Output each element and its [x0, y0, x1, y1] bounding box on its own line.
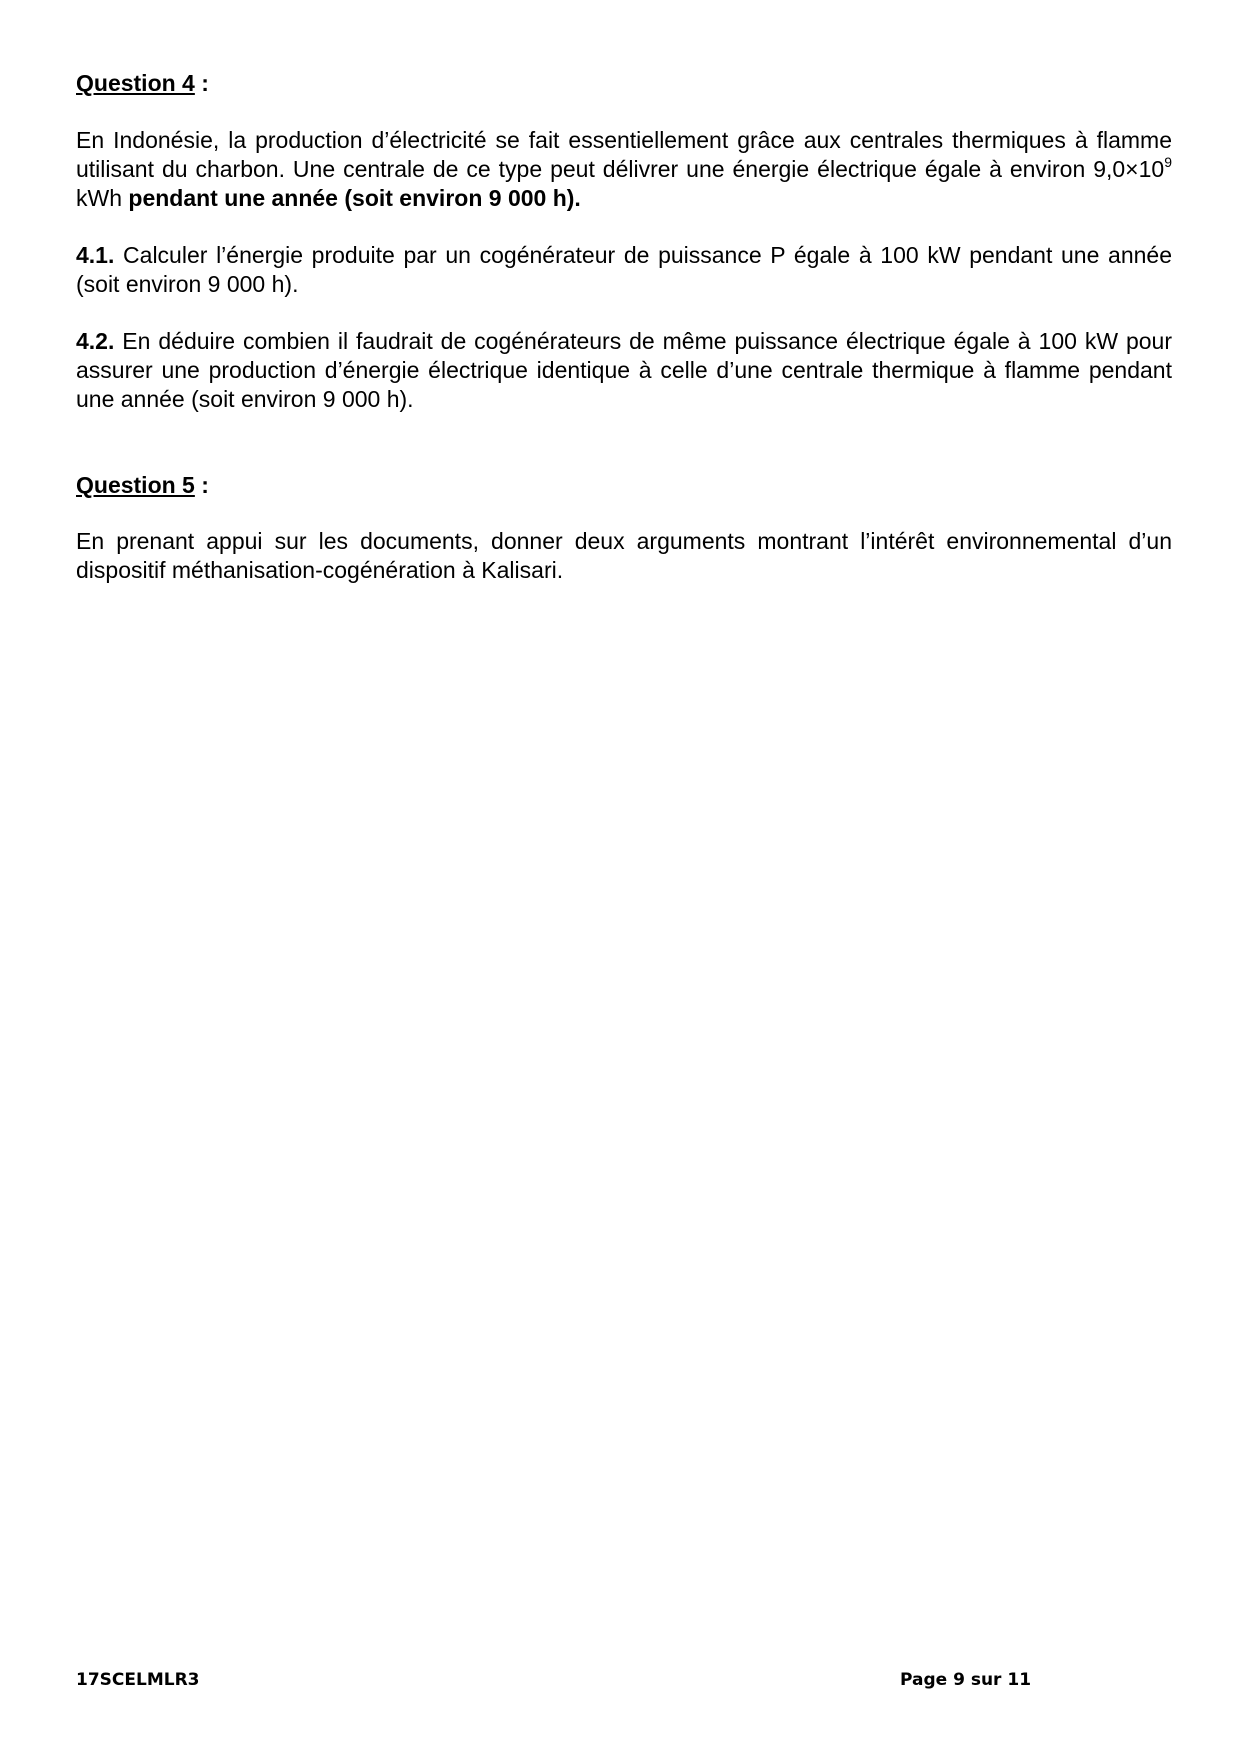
question-4-colon: : — [194, 70, 209, 96]
question-4-2 — [76, 327, 1172, 414]
question-4-2-text: En déduire combien il faudrait de cogénérateurs de même puissance électrique égale à 100 kW pour assurer une production d’énergie électrique identique à celle d’une centrale thermique à flamme pendant une année (soit environ 9 000 h). — [76, 327, 1172, 412]
question-4-intro-bold: pendant une année (soit environ 9 000 h). — [128, 184, 581, 211]
footer-page-number: Page 9 sur 11 — [900, 1670, 1032, 1690]
exponent: 9 — [1164, 153, 1172, 170]
question-4-1-text: Calculer l’énergie produite par un cogénérateur de puissance P égale à 100 kW pendant une année (soit environ 9 000 h). — [76, 241, 1172, 297]
question-4-intro — [76, 126, 1172, 213]
question-4-heading — [76, 70, 1172, 98]
section-spacer — [76, 442, 1172, 472]
question-5-colon: : — [194, 471, 209, 498]
question-5-text: En prenant appui sur les documents, donner deux arguments montrant l’intérêt environnemental d’un dispositif méthanisation-cogénération à Kalisari. — [76, 528, 1172, 584]
question-4-intro-text: En Indonésie, la production d’électricité se fait essentiellement grâce aux centrales thermiques à flamme utilisant du charbon. Une centrale de ce type peut délivrer une énergie électrique égale à environ 9,0×10 — [76, 126, 1172, 182]
question-4-1 — [76, 241, 1172, 299]
question-5-title: Question 5 — [76, 471, 195, 498]
footer-code: 17SCELMLR3 — [76, 1670, 200, 1690]
question-5-heading — [76, 472, 1172, 500]
page-body — [76, 70, 1172, 613]
question-4-title: Question 4 — [76, 70, 195, 96]
question-4-1-number: 4.1. — [76, 241, 115, 268]
question-4-2-number: 4.2. — [76, 327, 115, 354]
question-4-intro-unit: kWh — [76, 184, 129, 211]
